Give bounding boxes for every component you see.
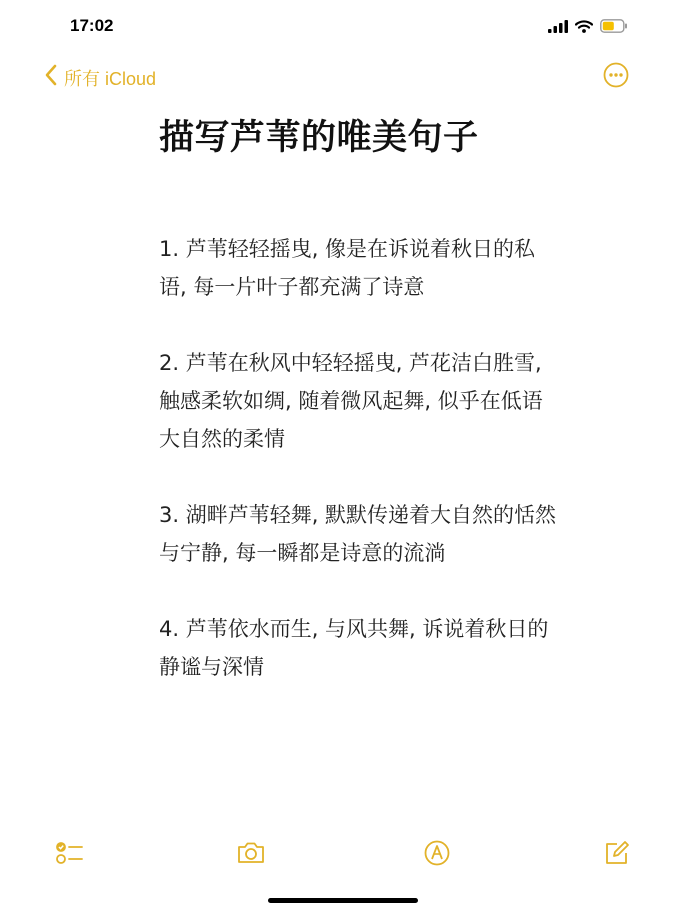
compose-button[interactable] — [602, 838, 632, 868]
markup-button[interactable] — [422, 838, 452, 868]
status-bar — [0, 0, 684, 54]
back-button-label: 所有 iCloud — [64, 68, 157, 89]
note-paragraph: 3. 湖畔芦苇轻舞, 默默传递着大自然的恬然与宁静, 每一瞬都是诗意的流淌 — [159, 503, 557, 565]
wifi-icon — [575, 18, 593, 37]
note-body — [159, 230, 559, 686]
camera-button[interactable] — [236, 838, 266, 868]
note-paragraph: 4. 芦苇依水而生, 与风共舞, 诉说着秋日的静谧与深情 — [159, 617, 549, 679]
home-indicator — [268, 898, 418, 903]
chevron-left-icon — [44, 64, 58, 91]
ellipsis-circle-icon — [603, 73, 629, 92]
note-content[interactable] — [159, 112, 559, 724]
note-paragraph: 1. 芦苇轻轻摇曳, 像是在诉说着秋日的私语, 每一片叶子都充满了诗意 — [159, 237, 536, 299]
back-button[interactable] — [44, 64, 156, 91]
camera-icon — [236, 853, 266, 872]
cellular-signal-icon — [548, 18, 568, 37]
bottom-toolbar — [0, 830, 684, 874]
checklist-button[interactable] — [54, 838, 84, 868]
more-button[interactable] — [603, 62, 629, 88]
note-title: 描写芦苇的唯美句子 — [159, 118, 479, 158]
status-icons — [548, 18, 628, 37]
battery-low-icon — [600, 18, 628, 37]
nav-bar — [0, 56, 684, 96]
compose-icon — [602, 853, 632, 872]
markup-pen-icon — [422, 853, 452, 872]
status-time: 17:02 — [70, 16, 114, 35]
note-paragraph: 2. 芦苇在秋风中轻轻摇曳, 芦花洁白胜雪, 触感柔软如绸, 随着微风起舞, 似乎在低语大自然的柔情 — [159, 351, 543, 451]
checklist-icon — [54, 853, 84, 872]
